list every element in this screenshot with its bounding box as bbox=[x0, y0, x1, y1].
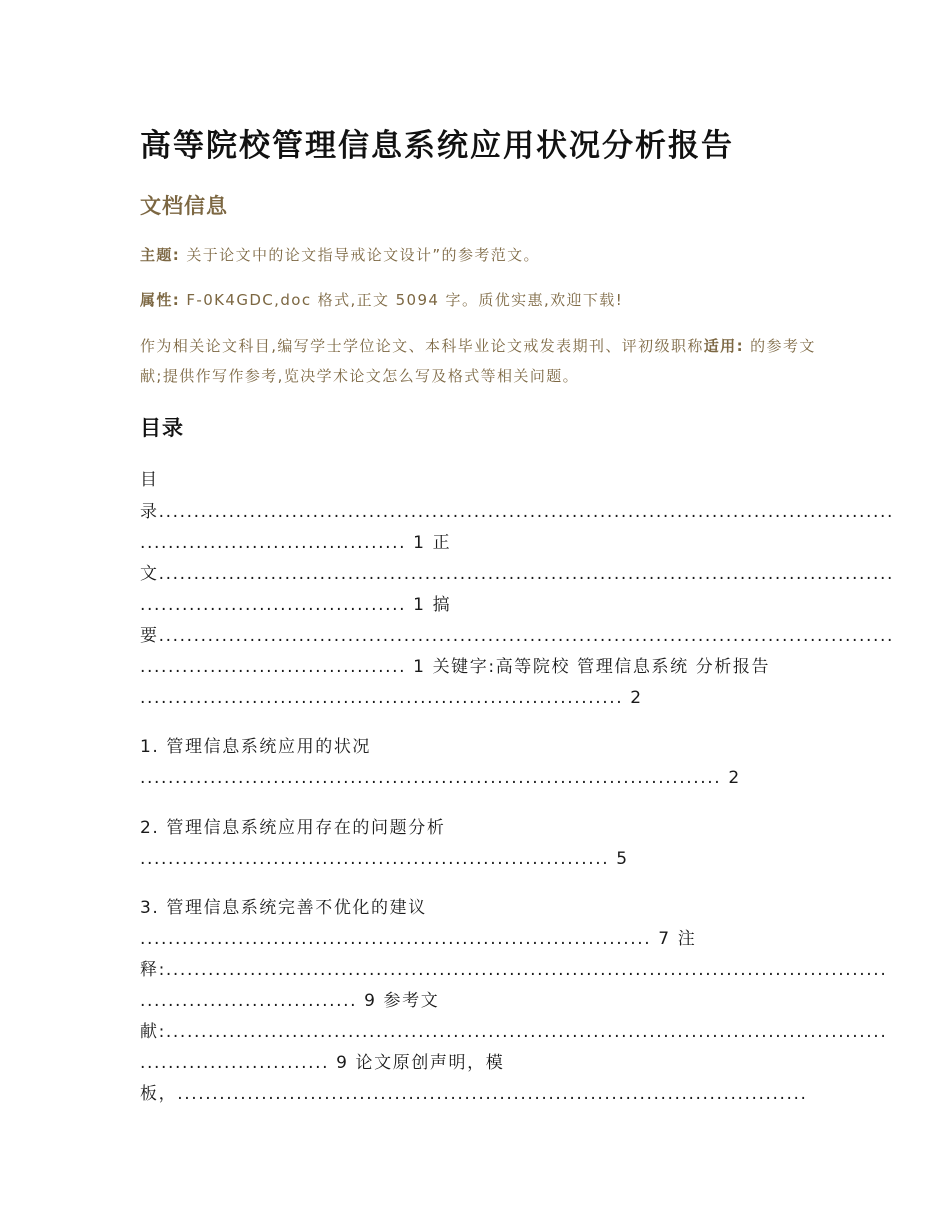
document-title: 高等院校管理信息系统应用状况分析报告 bbox=[140, 128, 734, 164]
applicable-text-before: 作为相关论文科目,编写学士学位论文、本科毕业论文戒发表期刊、评初级职称 bbox=[140, 337, 704, 355]
toc-line: 要......................................................................................................... bbox=[140, 626, 894, 646]
attribute-text: F-0K4GDC,doc 格式,正文 5094 字。质优实惠,欢迎下载! bbox=[180, 291, 624, 309]
toc-line: ........................... 9 论文原创声明，模 bbox=[140, 1053, 505, 1073]
document-info-heading: 文档信息 bbox=[140, 194, 228, 218]
toc-line: ..................................................................... 2 bbox=[140, 688, 643, 708]
toc-line: ......................................................................... 7 注 bbox=[140, 929, 697, 949]
toc-line: ............................... 9 参考文 bbox=[140, 991, 440, 1011]
toc-line: 1. 管理信息系统应用的状况 bbox=[140, 737, 372, 757]
toc-line: 目 bbox=[140, 470, 159, 490]
applicable-text-after: 的参考文献;提供作写作参考,览决学术论文怎么写及格式等相关问题。 bbox=[140, 337, 816, 385]
attribute-line bbox=[140, 285, 820, 315]
applicable-paragraph bbox=[140, 331, 820, 391]
toc-line: 释:....................................................................................................... bbox=[140, 960, 888, 980]
toc-line: 3. 管理信息系统完善不优化的建议 bbox=[140, 898, 427, 918]
topic-text: 关于论文中的论文指导戒论文设计”的参考范文。 bbox=[180, 246, 540, 264]
toc-line: 文......................................................................................................... bbox=[140, 564, 894, 584]
topic-line bbox=[140, 240, 820, 270]
toc-line: ...................................... 1 正 bbox=[140, 533, 452, 553]
toc-line: 录......................................................................................................... bbox=[140, 502, 894, 522]
toc-line: 2. 管理信息系统应用存在的问题分析 bbox=[140, 818, 446, 838]
toc-line: ...................................... 1 关键字:高等院校 管理信息系统 分析报告 bbox=[140, 657, 771, 677]
topic-label: 主题: bbox=[140, 246, 181, 264]
applicable-label: 适用: bbox=[703, 337, 744, 355]
attribute-label: 属性: bbox=[140, 291, 181, 309]
toc-line: ................................................................... 5 bbox=[140, 849, 629, 869]
toc-heading: 目录 bbox=[140, 416, 184, 440]
toc-line: ................................................................................... 2 bbox=[140, 768, 741, 788]
toc-line: ...................................... 1 搞 bbox=[140, 595, 452, 615]
toc-line: 献:....................................................................................................... bbox=[140, 1022, 888, 1042]
toc-line: 板，.......................................................................................... bbox=[140, 1084, 808, 1104]
